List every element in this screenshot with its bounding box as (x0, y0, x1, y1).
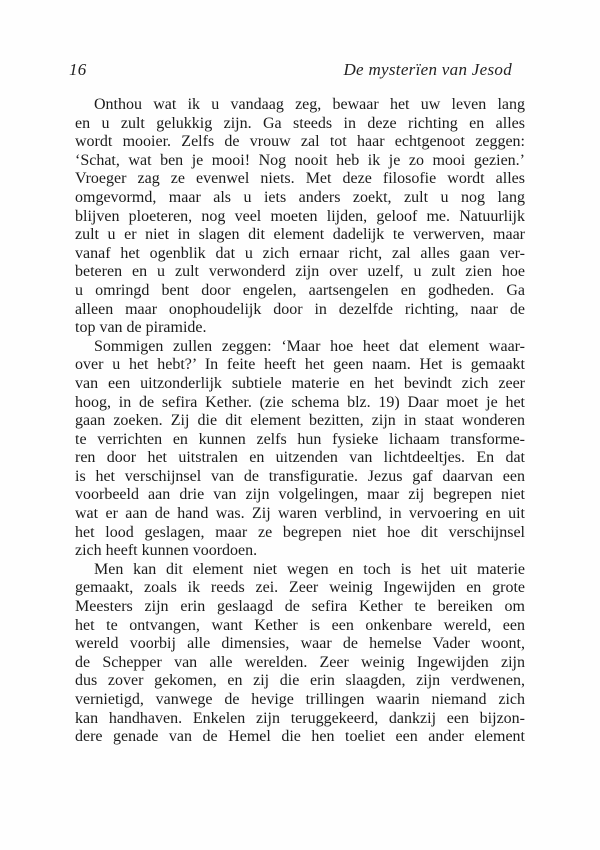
text-line: alleen maar onophoudelijk door in dezelfde richting, naar de (75, 300, 525, 318)
text-line: kan handhaven. Enkelen zijn teruggekeerd, dankzij een bijzon- (75, 709, 525, 727)
text-line: is het verschijnsel van de transfiguratie. Jezus gaf daarvan een (75, 467, 525, 485)
paragraph (75, 561, 525, 747)
page-number: 16 (69, 60, 87, 79)
page-header (69, 60, 512, 80)
text-line: het lood geslagen, maar ze begrepen niet hoe dit verschijnsel (75, 523, 525, 541)
text-line: het te ontvangen, want Kether is een onkenbare wereld, een (75, 616, 525, 634)
paragraph (75, 338, 525, 561)
text-line: beteren en u zult verwonderd zijn over uzelf, u zult zien hoe (75, 263, 525, 281)
text-line: Men kan dit element niet wegen en toch is het uit materie (94, 560, 525, 578)
text-line: wereld voorbij alle dimensies, waar de hemelse Vader woont, (75, 635, 525, 653)
text-line: dus zover gekomen, en zij die erin slaagden, zijn verdwenen, (75, 672, 525, 690)
text-line: Meesters zijn erin geslaagd de sefira Kether te bereiken om (75, 598, 525, 616)
text-line: u omringd bent door engelen, aartsengelen en godheden. Ga (75, 281, 525, 299)
text-line: top van de piramide. (75, 319, 207, 337)
text-line: zich heeft kunnen voordoen. (75, 542, 258, 560)
text-line: hoog, in de sefira Kether. (zie schema blz. 19) Daar moet je het (75, 393, 525, 411)
text-line: Onthou wat ik u vandaag zeg, bewaar het uw leven lang (94, 96, 525, 113)
page-body (75, 96, 525, 747)
text-line: zult u er niet in slagen dit element dadelijk te verwerven, maar (75, 226, 525, 244)
text-line: ‘Schat, wat ben je mooi! Nog nooit heb ik je zo mooi gezien.’ (75, 151, 525, 169)
text-line: van een uitzonderlijk subtiele materie en het bevindt zich zeer (75, 374, 525, 392)
text-line: Vroeger zag ze evenwel niets. Met deze filosofie wordt alles (75, 170, 525, 188)
text-line: te verrichten en kunnen zelfs hun fysieke lichaam transforme- (75, 430, 525, 448)
text-line: blijven ploeteren, nog veel moeten lijden, geloof me. Natuurlijk (75, 207, 525, 225)
text-line: en u zult gelukkig zijn. Ga steeds in deze richting en alles (75, 114, 525, 132)
text-line: vernietigd, vanwege de hevige trillingen waarin niemand zich (75, 691, 525, 708)
text-line: omgevormd, maar als u iets anders zoekt, zult u nog lang (75, 188, 525, 206)
paragraph (75, 96, 525, 338)
text-line: gemaakt, zoals ik reeds zei. Zeer weinig Ingewijden en grote (75, 579, 525, 597)
text-line: vanaf het ogenblik dat u zich ernaar richt, zal alles gaan ver- (75, 244, 525, 262)
text-line: de Schepper van alle werelden. Zeer weinig Ingewijden zijn (75, 653, 525, 671)
text-line: voorbeeld aan drie van zijn volgelingen, maar zij begrepen niet (75, 486, 525, 504)
text-line: ren door het uitstralen en uitzenden van lichtdeeltjes. En dat (75, 449, 525, 467)
text-line: Sommigen zullen zeggen: ‘Maar hoe heet dat element waar- (94, 337, 525, 355)
running-title: De mysterïen van Jesod (343, 60, 512, 79)
text-line: over u het hebt?’ In feite heeft het geen naam. Het is gemaakt (75, 356, 525, 374)
text-line: gaan zoeken. Zij die dit element bezitten, zijn in staat wonderen (75, 412, 525, 430)
text-line: dere genade van de Hemel die hen toeliet een ander element (75, 728, 525, 746)
text-line: wat er aan de hand was. Zij waren verblind, in vervoering en uit (75, 505, 525, 523)
text-line: wordt mooier. Zelfs de vrouw zal tot haar echtgenoot zeggen: (75, 133, 525, 151)
